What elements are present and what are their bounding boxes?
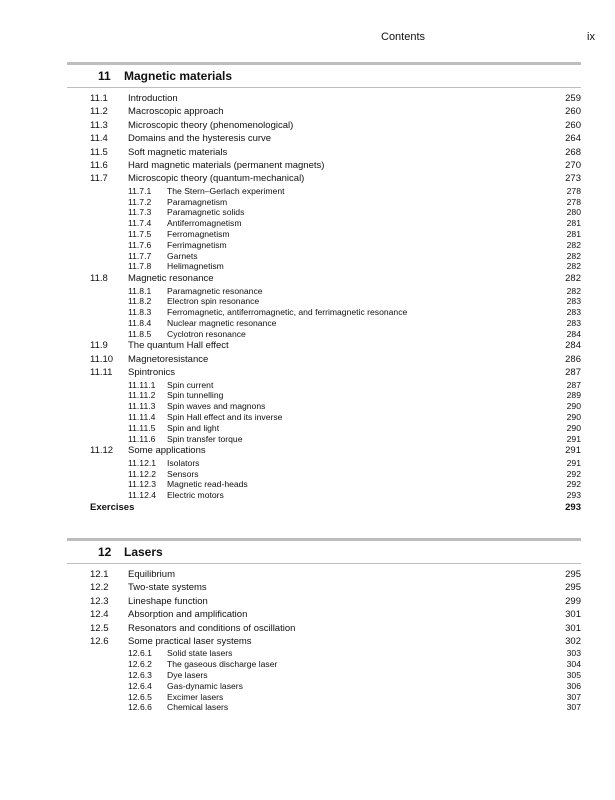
- running-head-title: Contents: [381, 31, 426, 43]
- toc-subsection-entry[interactable]: [67, 681, 581, 692]
- toc-section-entry[interactable]: [67, 146, 581, 159]
- toc-subsection-entry[interactable]: [67, 261, 581, 272]
- section-title: Paramagnetic resonance: [167, 285, 263, 296]
- section-title: Dye lasers: [167, 669, 208, 680]
- toc-section-entry[interactable]: [67, 159, 581, 172]
- section-title: Ferrimagnetism: [167, 239, 227, 250]
- section-title: Spin and light: [167, 422, 220, 433]
- toc-subsection-entry[interactable]: [67, 286, 581, 297]
- section-page: 301: [565, 622, 581, 634]
- section-number: 12.6.5: [128, 691, 152, 702]
- section-number: 11.6: [90, 159, 108, 171]
- section-page: 282: [565, 273, 581, 285]
- section-title: Two-state systems: [128, 582, 207, 594]
- section-page: 284: [565, 340, 581, 352]
- section-number: 11.8.5: [128, 328, 152, 339]
- chapter-rule-thin: [67, 563, 581, 564]
- running-head: [0, 31, 615, 47]
- toc-section-entry[interactable]: [67, 272, 581, 285]
- section-number: 11.5: [90, 146, 108, 158]
- section-title: Spin Hall effect and its inverse: [167, 412, 283, 423]
- toc-subsection-entry[interactable]: [67, 659, 581, 670]
- section-number: 11.7.5: [128, 228, 152, 239]
- toc-subsection-entry[interactable]: [67, 229, 581, 240]
- exercises-page: 293: [565, 502, 581, 514]
- section-title: Spin current: [167, 379, 214, 390]
- toc-section-entry[interactable]: [67, 172, 581, 185]
- toc-section-entry[interactable]: [67, 622, 581, 635]
- toc-section-entry[interactable]: [67, 366, 581, 379]
- toc-section-entry[interactable]: [67, 353, 581, 366]
- section-title: Electron spin resonance: [167, 296, 260, 307]
- section-number: 12.2: [90, 582, 109, 594]
- chapter-heading: [67, 65, 581, 87]
- toc-subsection-entry[interactable]: [67, 490, 581, 501]
- section-title: Microscopic theory (phenomenological): [128, 119, 294, 131]
- toc-subsection-entry[interactable]: [67, 648, 581, 659]
- toc-subsection-entry[interactable]: [67, 318, 581, 329]
- section-number: 11.11.1: [128, 379, 156, 390]
- section-page: 259: [565, 93, 581, 104]
- toc-section-entry[interactable]: [67, 105, 581, 118]
- section-number: 11.12.3: [128, 479, 157, 490]
- section-title: Some practical laser systems: [128, 635, 252, 647]
- section-number: 11.11.2: [128, 390, 156, 401]
- section-number: 11.8.3: [128, 307, 152, 318]
- section-number: 12.5: [90, 622, 109, 634]
- section-number: 11.11.6: [128, 433, 156, 444]
- section-number: 11.3: [90, 119, 108, 131]
- section-number: 11.7.8: [128, 261, 152, 272]
- section-page: 287: [565, 367, 581, 379]
- section-number: 11.11.4: [128, 412, 156, 423]
- section-title: Magnetic read-heads: [167, 479, 248, 490]
- section-title: Sensors: [167, 468, 199, 479]
- section-title: Magnetic resonance: [128, 273, 214, 285]
- section-page: 307: [566, 702, 581, 713]
- section-title: Microscopic theory (quantum-mechanical): [128, 173, 305, 185]
- toc-subsection-entry[interactable]: [67, 458, 581, 469]
- section-page: 304: [566, 659, 581, 670]
- section-number: 12.1: [90, 569, 109, 580]
- section-number: 12.4: [90, 609, 109, 621]
- toc-section-entry[interactable]: [67, 132, 581, 145]
- section-number: 11.12: [90, 445, 114, 457]
- chapter-number: 12: [98, 545, 112, 559]
- section-title: Garnets: [167, 250, 198, 261]
- section-number: 11.4: [90, 133, 108, 145]
- section-page: 282: [566, 285, 581, 296]
- section-title: Domains and the hysteresis curve: [128, 133, 272, 145]
- toc-subsection-entry[interactable]: [67, 412, 581, 423]
- toc-subsection-entry[interactable]: [67, 401, 581, 412]
- section-page: 305: [566, 669, 581, 680]
- section-title: Chemical lasers: [167, 702, 229, 713]
- toc-subsection-entry[interactable]: [67, 469, 581, 480]
- section-number: 11.7.7: [128, 250, 152, 261]
- section-title: Excimer lasers: [167, 691, 224, 702]
- section-number: 11.7.6: [128, 239, 152, 250]
- toc-section-entry[interactable]: [67, 635, 581, 648]
- section-number: 12.6.1: [128, 648, 152, 659]
- section-number: 11.12.2: [128, 468, 157, 479]
- section-number: 11.8.2: [128, 296, 152, 307]
- section-number: 11.11: [90, 367, 113, 379]
- section-page: 289: [566, 390, 581, 401]
- section-page: 281: [566, 228, 581, 239]
- toc-subsection-entry[interactable]: [67, 186, 581, 197]
- section-title: Helimagnetism: [167, 261, 224, 272]
- section-number: 11.7.4: [128, 218, 152, 229]
- toc-section-entry[interactable]: [67, 595, 581, 608]
- toc-exercises-entry[interactable]: [67, 501, 581, 514]
- section-page: 282: [566, 250, 581, 261]
- section-page: 295: [565, 582, 581, 594]
- section-page: 293: [566, 490, 581, 501]
- section-title: Hard magnetic materials (permanent magnets): [128, 159, 325, 171]
- section-title: Isolators: [167, 457, 200, 468]
- section-number: 12.6.4: [128, 680, 152, 691]
- section-page: 303: [566, 648, 581, 659]
- section-number: 11.7.1: [128, 185, 152, 196]
- section-page: 264: [565, 133, 581, 145]
- section-title: Nuclear magnetic resonance: [167, 317, 277, 328]
- section-number: 11.9: [90, 340, 108, 352]
- section-page: 291: [566, 433, 581, 444]
- section-title: Introduction: [128, 93, 178, 104]
- section-number: 12.6.6: [128, 702, 152, 713]
- section-number: 12.3: [90, 595, 109, 607]
- toc-subsection-entry[interactable]: [67, 329, 581, 340]
- toc-subsection-entry[interactable]: [67, 218, 581, 229]
- section-number: 12.6.2: [128, 659, 152, 670]
- section-number: 12.6: [90, 635, 109, 647]
- section-page: 302: [565, 635, 581, 647]
- toc-subsection-entry[interactable]: [67, 670, 581, 681]
- toc-subsection-entry[interactable]: [67, 240, 581, 251]
- section-number: 11.1: [90, 93, 108, 104]
- section-title: Cyclotron resonance: [167, 328, 246, 339]
- section-page: 307: [566, 691, 581, 702]
- section-title: The quantum Hall effect: [128, 340, 229, 352]
- section-title: Macroscopic approach: [128, 106, 224, 118]
- section-number: 12.6.3: [128, 669, 152, 680]
- section-page: 287: [566, 379, 581, 390]
- section-page: 290: [566, 422, 581, 433]
- section-page: 299: [565, 595, 581, 607]
- section-title: The Stern–Gerlach experiment: [167, 185, 285, 196]
- section-page: 268: [565, 146, 581, 158]
- section-title: Spintronics: [128, 367, 175, 379]
- toc-subsection-entry[interactable]: [67, 390, 581, 401]
- section-title: Soft magnetic materials: [128, 146, 228, 158]
- section-page: 282: [566, 239, 581, 250]
- section-title: Electric motors: [167, 490, 224, 501]
- section-page: 260: [565, 106, 581, 118]
- chapter-rule-thin: [67, 87, 581, 88]
- section-title: Absorption and amplification: [128, 609, 248, 621]
- section-number: 11.8: [90, 273, 108, 285]
- section-title: Paramagnetic solids: [167, 207, 245, 218]
- section-number: 11.7: [90, 173, 108, 185]
- section-page: 280: [566, 207, 581, 218]
- toc-subsection-entry[interactable]: [67, 207, 581, 218]
- section-number: 11.2: [90, 106, 108, 118]
- section-title: Lineshape function: [128, 595, 208, 607]
- chapter-12-section: [67, 538, 581, 713]
- section-page: 283: [566, 307, 581, 318]
- section-title: Gas-dynamic lasers: [167, 680, 243, 691]
- toc-subsection-entry[interactable]: [67, 251, 581, 262]
- section-number: 11.12.1: [128, 457, 157, 468]
- section-number: 11.11.3: [128, 401, 156, 412]
- section-page: 291: [566, 457, 581, 468]
- toc-subsection-entry[interactable]: [67, 197, 581, 208]
- section-page: 291: [565, 445, 581, 457]
- chapter-number: 11: [98, 69, 111, 83]
- section-title: Antiferromagnetism: [167, 218, 242, 229]
- section-page: 290: [566, 412, 581, 423]
- toc-subsection-entry[interactable]: [67, 380, 581, 391]
- section-title: Ferromagnetic, antiferromagnetic, and ferrimagnetic resonance: [167, 307, 408, 318]
- section-title: Solid state lasers: [167, 648, 233, 659]
- section-page: 292: [566, 479, 581, 490]
- section-number: 11.8.4: [128, 317, 152, 328]
- toc-subsection-entry[interactable]: [67, 434, 581, 445]
- section-title: Spin tunnelling: [167, 390, 224, 401]
- toc-section-entry[interactable]: [67, 444, 581, 457]
- toc-subsection-entry[interactable]: [67, 692, 581, 703]
- toc-subsection-entry[interactable]: [67, 479, 581, 490]
- chapter-11-section: [67, 62, 581, 514]
- toc-subsection-entry[interactable]: [67, 702, 581, 713]
- section-page: 260: [565, 119, 581, 131]
- section-page: 286: [565, 353, 581, 365]
- chapter-title: Magnetic materials: [124, 69, 233, 83]
- section-page: 281: [566, 218, 581, 229]
- section-title: Equilibrium: [128, 569, 175, 580]
- toc-section-entry[interactable]: [67, 92, 581, 105]
- page-number: ix: [587, 31, 595, 43]
- section-number: 11.8.1: [128, 285, 152, 296]
- section-number: 11.11.5: [128, 422, 156, 433]
- section-page: 290: [566, 401, 581, 412]
- section-page: 273: [565, 173, 581, 185]
- section-page: 292: [566, 468, 581, 479]
- section-page: 278: [566, 185, 581, 196]
- toc-section-entry[interactable]: [67, 581, 581, 594]
- section-page: 301: [565, 609, 581, 621]
- section-title: Spin transfer torque: [167, 433, 243, 444]
- toc-section-entry[interactable]: [67, 339, 581, 352]
- section-number: 11.7.3: [128, 207, 152, 218]
- section-title: Magnetoresistance: [128, 353, 209, 365]
- toc-section-entry[interactable]: [67, 608, 581, 621]
- section-number: 11.10: [90, 353, 114, 365]
- toc-subsection-entry[interactable]: [67, 296, 581, 307]
- section-title: Ferromagnetism: [167, 228, 230, 239]
- section-page: 283: [566, 317, 581, 328]
- chapter-title: Lasers: [124, 545, 163, 559]
- section-title: Resonators and conditions of oscillation: [128, 622, 296, 634]
- section-page: 284: [566, 328, 581, 339]
- toc-section-entry[interactable]: [67, 568, 581, 581]
- section-page: 270: [565, 159, 581, 171]
- section-page: 306: [566, 680, 581, 691]
- exercises-title: Exercises: [90, 502, 135, 514]
- section-title: Paramagnetism: [167, 196, 228, 207]
- section-page: 283: [566, 296, 581, 307]
- section-title: Spin waves and magnons: [167, 401, 266, 412]
- section-title: The gaseous discharge laser: [167, 659, 278, 670]
- section-page: 282: [566, 261, 581, 272]
- toc-subsection-entry[interactable]: [67, 307, 581, 318]
- toc-subsection-entry[interactable]: [67, 423, 581, 434]
- section-number: 11.7.2: [128, 196, 152, 207]
- section-number: 11.12.4: [128, 490, 157, 501]
- section-title: Some applications: [128, 445, 206, 457]
- chapter-heading: [67, 541, 581, 563]
- toc-section-entry[interactable]: [67, 119, 581, 132]
- section-page: 278: [566, 196, 581, 207]
- section-page: 295: [565, 569, 581, 580]
